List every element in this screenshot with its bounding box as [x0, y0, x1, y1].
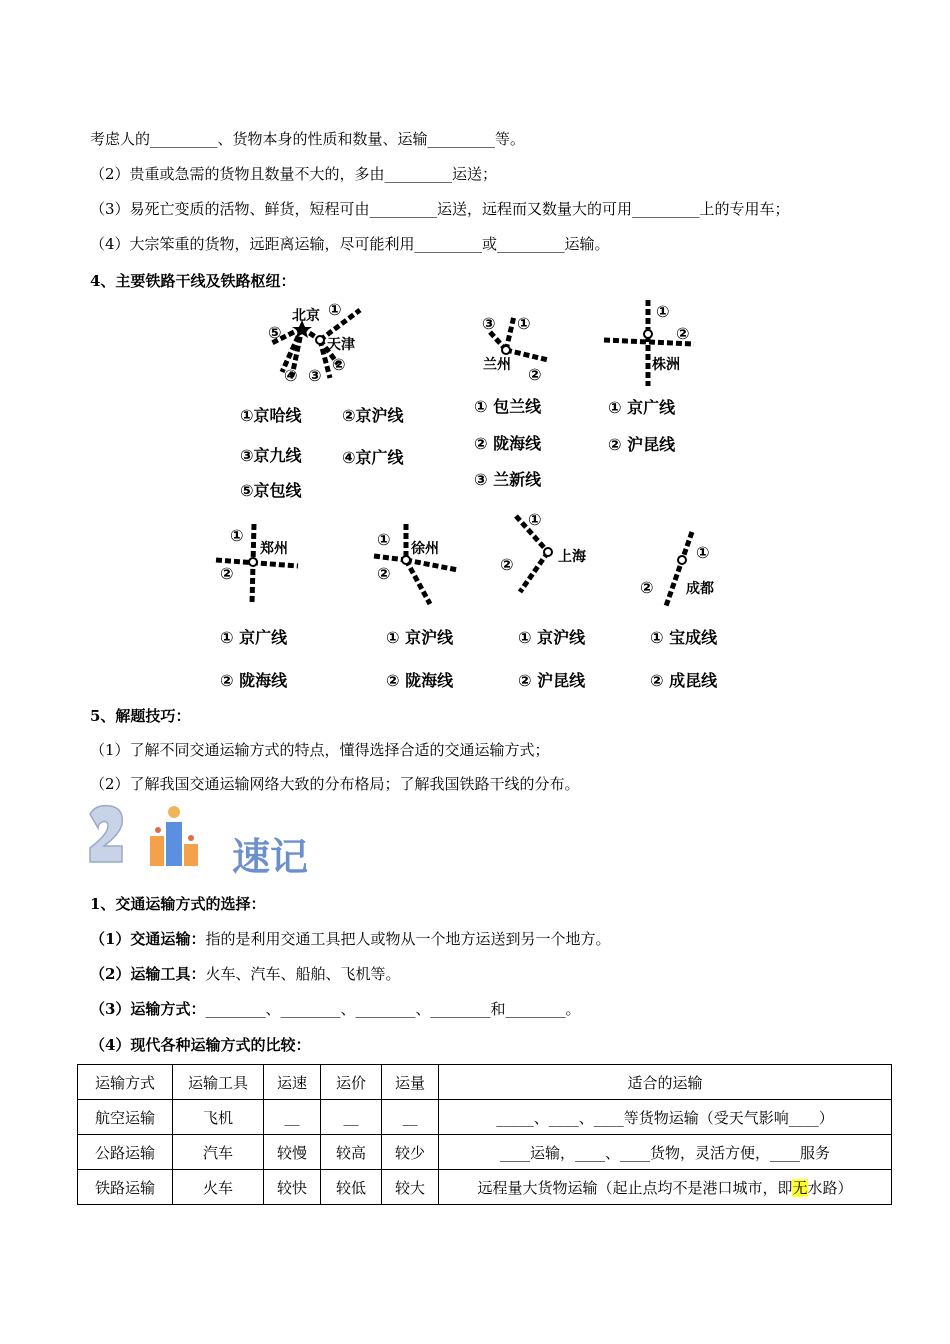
shanghai-label: 上海 — [558, 549, 586, 565]
zhuzhou-label: 株洲 — [652, 357, 680, 373]
table-header-cell: 运输方式 — [78, 1065, 173, 1100]
beijing-legend-3: ③京九线 — [240, 446, 302, 465]
table-header-cell: 运速 — [264, 1065, 321, 1100]
zhengzhou-n1: ① — [230, 526, 244, 545]
intro-line-1: （2）贵重或急需的货物且数量不大的，多由_________运送； — [90, 165, 498, 183]
chengdu-legend-2: ② 成昆线 — [650, 671, 718, 690]
zhengzhou-n2: ② — [220, 564, 234, 583]
table-header-cell: 运量 — [382, 1065, 439, 1100]
zhengzhou-legend-2: ② 陇海线 — [220, 671, 288, 690]
table-cell: __ — [321, 1100, 382, 1135]
table-cell: 较快 — [264, 1170, 321, 1205]
recall-p1-text: 指的是利用交通工具把人或物从一个地方运送到另一个地方。 — [205, 930, 611, 948]
lanzhou-n3: ③ — [482, 314, 496, 333]
shanghai-n2: ② — [500, 555, 514, 574]
intro-line-0: 考虑人的_________、货物本身的性质和数量、运输_________等。 — [90, 130, 526, 148]
xuzhou-label: 徐州 — [411, 541, 439, 557]
table-cell: 火车 — [173, 1170, 264, 1205]
xuzhou-n2: ② — [377, 564, 391, 583]
table-cell: 铁路运输 — [78, 1170, 173, 1205]
table-cell: 公路运输 — [78, 1135, 173, 1170]
table-cell: 较高 — [321, 1135, 382, 1170]
table-header-cell: 运输工具 — [173, 1065, 264, 1100]
recall-p1 — [90, 928, 610, 949]
beijing-legend-4: ④京广线 — [342, 448, 404, 467]
lanzhou-n2: ② — [528, 365, 542, 384]
shanghai-legend-2: ② 沪昆线 — [518, 671, 586, 690]
chengdu-label: 成都 — [686, 581, 714, 597]
zhuzhou-legend-1: ① 京广线 — [608, 398, 676, 417]
chengdu-legend-1: ① 宝成线 — [650, 628, 718, 647]
zhuzhou-n2: ② — [676, 324, 690, 343]
lanzhou-label: 兰州 — [483, 357, 511, 373]
banner-title: 速记 — [232, 835, 309, 879]
recall-p4-label: （4）现代各种运输方式的比较： — [90, 1036, 311, 1054]
table-row — [78, 1170, 892, 1205]
banner-logo-icon — [86, 800, 226, 870]
section5-line-1: （1）了解不同交通运输方式的特点，懂得选择合适的交通运输方式； — [90, 741, 550, 759]
section4-title: 4、主要铁路干线及铁路枢纽： — [90, 272, 296, 290]
beijing-label: 北京 — [292, 308, 320, 324]
table-cell: __ — [264, 1100, 321, 1135]
recall-p1-label: （1）交通运输： — [90, 930, 206, 948]
table-header-cell: 适合的运输 — [439, 1065, 892, 1100]
table-cell: 较低 — [321, 1170, 382, 1205]
table-cell: ____运输，____、____货物，灵活方便，____服务 — [439, 1135, 892, 1170]
recall-title: 1、交通运输方式的选择： — [90, 895, 266, 913]
beijing-n2: ② — [332, 355, 346, 374]
shanghai-n1: ① — [528, 510, 542, 529]
table-row — [78, 1100, 892, 1135]
table-cell-rail-suitable — [439, 1170, 892, 1205]
lanzhou-legend-2: ② 陇海线 — [474, 434, 542, 453]
rail-suitable-text: 远程量大货物运输（起止点均不是港口城市，即 — [477, 1178, 793, 1197]
beijing-n5: ⑤ — [268, 323, 282, 342]
chengdu-n1: ① — [696, 543, 710, 562]
tianjin-label: 天津 — [327, 337, 355, 353]
zhengzhou-legend-1: ① 京广线 — [220, 628, 288, 647]
recall-p2-label: （2）运输工具： — [90, 965, 206, 983]
xuzhou-n1: ① — [377, 530, 391, 549]
lanzhou-legend-1: ① 包兰线 — [474, 397, 542, 416]
highlighted-char: 无 — [792, 1178, 808, 1197]
table-cell: __ — [382, 1100, 439, 1135]
zhuzhou-n1: ① — [656, 302, 670, 321]
zhengzhou-label: 郑州 — [260, 541, 288, 557]
beijing-legend-5: ⑤京包线 — [240, 481, 302, 500]
table-cell: 较大 — [382, 1170, 439, 1205]
xuzhou-legend-1: ① 京沪线 — [386, 628, 454, 647]
xuzhou-legend-2: ② 陇海线 — [386, 671, 454, 690]
recall-p3-text: ________、________、________、________和________。 — [205, 1000, 581, 1018]
beijing-n3: ③ — [308, 366, 322, 385]
section5-line-2: （2）了解我国交通运输网络大致的分布格局；了解我国铁路干线的分布。 — [90, 775, 580, 793]
recall-p3 — [90, 998, 580, 1019]
beijing-n4: ④ — [284, 366, 298, 385]
recall-p2 — [90, 963, 400, 984]
intro-line-3: （4）大宗笨重的货物，远距离运输，尽可能利用_________或_________运输。 — [90, 235, 610, 253]
section5-title: 5、解题技巧： — [90, 707, 191, 725]
beijing-legend-1: ①京哈线 — [240, 406, 302, 425]
recall-p3-label: （3）运输方式： — [90, 1000, 206, 1018]
table-cell: 航空运输 — [78, 1100, 173, 1135]
beijing-n1: ① — [328, 300, 342, 319]
recall-p2-text: 火车、汽车、船舶、飞机等。 — [205, 965, 401, 983]
shanghai-legend-1: ① 京沪线 — [518, 628, 586, 647]
table-cell: _____、____、____等货物运输（受天气影响____） — [439, 1100, 892, 1135]
table-row — [78, 1135, 892, 1170]
rail-suitable-tail: 水路） — [807, 1178, 853, 1197]
transport-comparison-table — [77, 1064, 892, 1205]
intro-line-2: （3）易死亡变质的活物、鲜货，短程可由_________运送，远程而又数量大的可用_________上的专用车； — [90, 200, 790, 218]
beijing-legend-2: ②京沪线 — [342, 406, 404, 425]
chengdu-n2: ② — [640, 578, 654, 597]
table-cell: 汽车 — [173, 1135, 264, 1170]
lanzhou-legend-3: ③ 兰新线 — [474, 470, 542, 489]
table-cell: 较慢 — [264, 1135, 321, 1170]
table-header-cell: 运价 — [321, 1065, 382, 1100]
zhuzhou-legend-2: ② 沪昆线 — [608, 435, 676, 454]
table-header-row — [78, 1065, 892, 1100]
lanzhou-n1: ① — [517, 314, 531, 333]
table-cell: 较少 — [382, 1135, 439, 1170]
table-cell: 飞机 — [173, 1100, 264, 1135]
